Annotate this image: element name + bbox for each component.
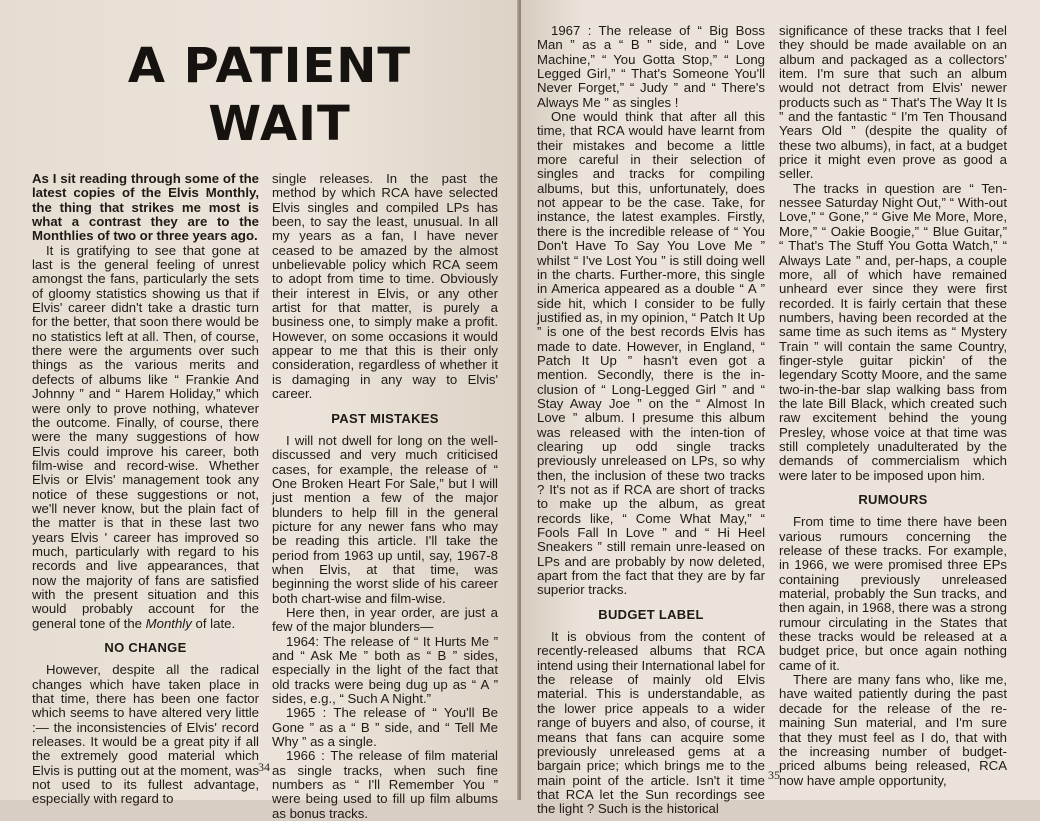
right-page	[521, 0, 1040, 817]
left-column-2	[272, 172, 498, 821]
section-heading-budget-label: BUDGET LABEL	[598, 606, 704, 622]
article-paragraph	[32, 244, 259, 631]
article-paragraph: However, despite all the radical changes which have taken place in that time, there has been one factor which seems to have altered very little :— the inconsistencies of Elvis' record releases. It would be a great pity if all the extremely good material which Elvis is putting out at the moment, was not used to its fullest advantage, especially with regard to	[32, 662, 259, 807]
publication-name: Monthly	[145, 615, 192, 631]
article-paragraph: 1964: The release of “ It Hurts Me ” and “ Ask Me ” both as “ B ” sides, especially in the light of the fact that old tracks were being dug up as “ A ” sides, e.g., “ Such A Night.”	[272, 633, 498, 707]
article-paragraph: single releases. In the past the method by which RCA have selected Elvis singles and compiled LPs has been, to say the least, unusual. In all my years as a fan, I have never ceased to be amazed by the almost unbelievable policy which RCA seem to adopt from time to time. Obviously their interest in Elvis, or any other artist for that matter, is purely a business one, to simply make a profit. However, on some occasions it would appear to me that this is their only consideration, regardless of whether it is damaging in any way to Elvis' career.	[272, 171, 498, 402]
left-page	[0, 0, 519, 821]
article-paragraph: significance of these tracks that I feel they should be made available on an album and packaged as a collectors' item. I'm sure that such an album would not detract from Elvis' newer products such as “ That's The Way It Is ” and the fantastic “ I'm Ten Thousand Years Old ” (despite the quality of these two albums), in fact, at a budget price it might even prove as good a seller.	[779, 23, 1007, 182]
section-heading-rumours: RUMOURS	[858, 492, 928, 507]
right-column-1	[537, 24, 765, 817]
left-column-1	[32, 172, 259, 807]
headline-line-1: A PATIENT	[127, 38, 412, 94]
article-paragraph: The tracks in question are “ Ten-nessee Saturday Night Out,” “ With-out Love,” “ Gone,” “ Give Me More, More, More,” “ Oakie Boogie,” “ Blue Guitar,” “ That's The Stuff You Gotta Watch,” “ Always Late ” and, per-haps, a couple more, all of which have remained unheard ever since they were first recorded. It is fairly certain that these numbers, having been recorded at the same time as such items as “ Mystery Train ” will contain the same Country, finger-style guitar pickin' of the legendary Scotty Moore, and the same two-in-the-bar slap walking bass from the late Bill Black, which created such raw excitement behind the young Presley, whose voice at that time was still completely unadulterated by the demands of commercialism which were later to be imposed upon him.	[779, 180, 1007, 483]
article-paragraph: Here then, in year order, are just a few of the major blunders—	[272, 604, 498, 635]
page-number-left: 34	[258, 760, 270, 774]
article-paragraph: It is obvious from the content of recently-released albums that RCA intend using their International label for the release of mainly old Elvis material. This is understandable, as the lower price appeals to a wider range of buyers and also, of course, it means that fans can acquire some previously unreleased gems at a bargain price; which brings me to the main point of the article. Isn't it time that RCA let the Sun recordings see the light ? Such is the historical	[537, 629, 765, 817]
section-heading-no-change: NO CHANGE	[104, 640, 187, 655]
paragraph-text: It is gratifying to see that gone at last is the general feeling of unrest amongst the fans, particularly the sets of gloomy statistics showing us that if Elvis' career didn't take a drastic turn for the better, that soon there would be no statistics left at all. Then, of course, there were the arguments over such things as the various merits and defects of albums like “ Frankie And Johnny ” and “ Harem Holiday,” which were only to prove nothing, whatever the outcome. Finally, of course, there were the many suggestions of how Elvis could improve his career, both film-wise and record-wise. Whether Elvis or Elvis' management took any notice of these suggestions or not, we'll never know, but the plain fact of the matter is that in these last two years Elvis ' career has improved so much, particularly with regard to his records and live appearances, that now the majority of fans are satisfied with the present situation and this would probably account for the general tone of the	[32, 242, 259, 631]
section-heading-past-mistakes: PAST MISTAKES	[331, 410, 439, 426]
article-paragraph: 1965 : The release of “ You'll Be Gone ” as a “ B ” side, and “ Tell Me Why ” as a single.	[272, 705, 498, 750]
article-paragraph: There are many fans who, like me, have waited patiently during the past decade for the release of the re-maining Sun material, and I'm sure that they must feel as I do, that with the increasing number of budget-priced albums being released, RCA now have ample opportunity,	[779, 672, 1007, 788]
lead-paragraph: As I sit reading through some of the latest copies of the Elvis Monthly, the thing that strikes me most is what a contrast they are to the Monthlies of two or three years ago.	[32, 171, 259, 244]
headline-line-2: WAIT	[208, 96, 351, 152]
article-paragraph: 1967 : The release of “ Big Boss Man ” as a “ B ” side, and “ Love Machine,” “ You Gotta Stop,” “ Long Legged Girl,” “ That's Someone You'll Never Forget,” “ Judy ” and “ There's Always Me ” as singles !	[537, 23, 765, 110]
article-paragraph: I will not dwell for long on the well-discussed and very much criticised cases, for example, the release of “ One Broken Heart For Sale,” but I will just mention a few of the major blunders to help fill in the general picture for any newer fans who may be reading this article. I'll take the period from 1963 up until, say, 1967-8 when Elvis, at that time, was beginning the worst slide of his career both chart-wise and film-wise.	[272, 432, 498, 606]
right-column-2	[779, 24, 1007, 788]
paragraph-text: of late.	[195, 615, 236, 631]
page-number-right: 35	[768, 768, 780, 782]
article-paragraph: 1966 : The release of film material as single tracks, when such fine numbers as “ I'll Remember You ” were being used to fill up film albums as bonus tracks.	[272, 748, 498, 821]
article-paragraph: From time to time there have been various rumours concerning the release of these tracks. For example, in 1966, we were promised three EPs containing previously unreleased material, probably the Sun tracks, and then again, in 1968, there was a strong rumour circulating in the States that these tracks would be released at a budget price, but once again nothing came of it.	[779, 514, 1008, 673]
article-paragraph: One would think that after all this time, that RCA would have learnt from their mistakes and become a little more careful in their selection of singles and tracks for compiling albums, but this, unfortunately, does not appear to be the case. Take, for instance, the latest examples. Firstly, there is the incredible release of “ You Don't Have To Say You Love Me ” whilst “ I've Lost You ” is still doing well in the charts. Further-more, this single in America appeared as a double “ A ” side hit, which I consider to be fully justified as, in my opinion, “ Patch It Up ” is one of the best records Elvis has made to date. However, in England, “ Patch It Up ” hasn't even got a mention. Secondly, there is the in-clusion of “ Long-Legged Girl ” and “ Stay Away Joe ” on the “ Almost In Love ” album. I presume this album was released with the inten-tion of clearing up odd single tracks previously unreleased on LPs, so why then, the inclusion of these two tracks ? It's not as if RCA are short of tracks to make up the album, as great records like, “ Come What May,” “ Fools Fall In Love ” and “ Hi Heel Sneakers ” still remain unre-leased on LPs and are probably by now deleted, apart from the fact that they are by far superior tracks.	[537, 109, 765, 598]
